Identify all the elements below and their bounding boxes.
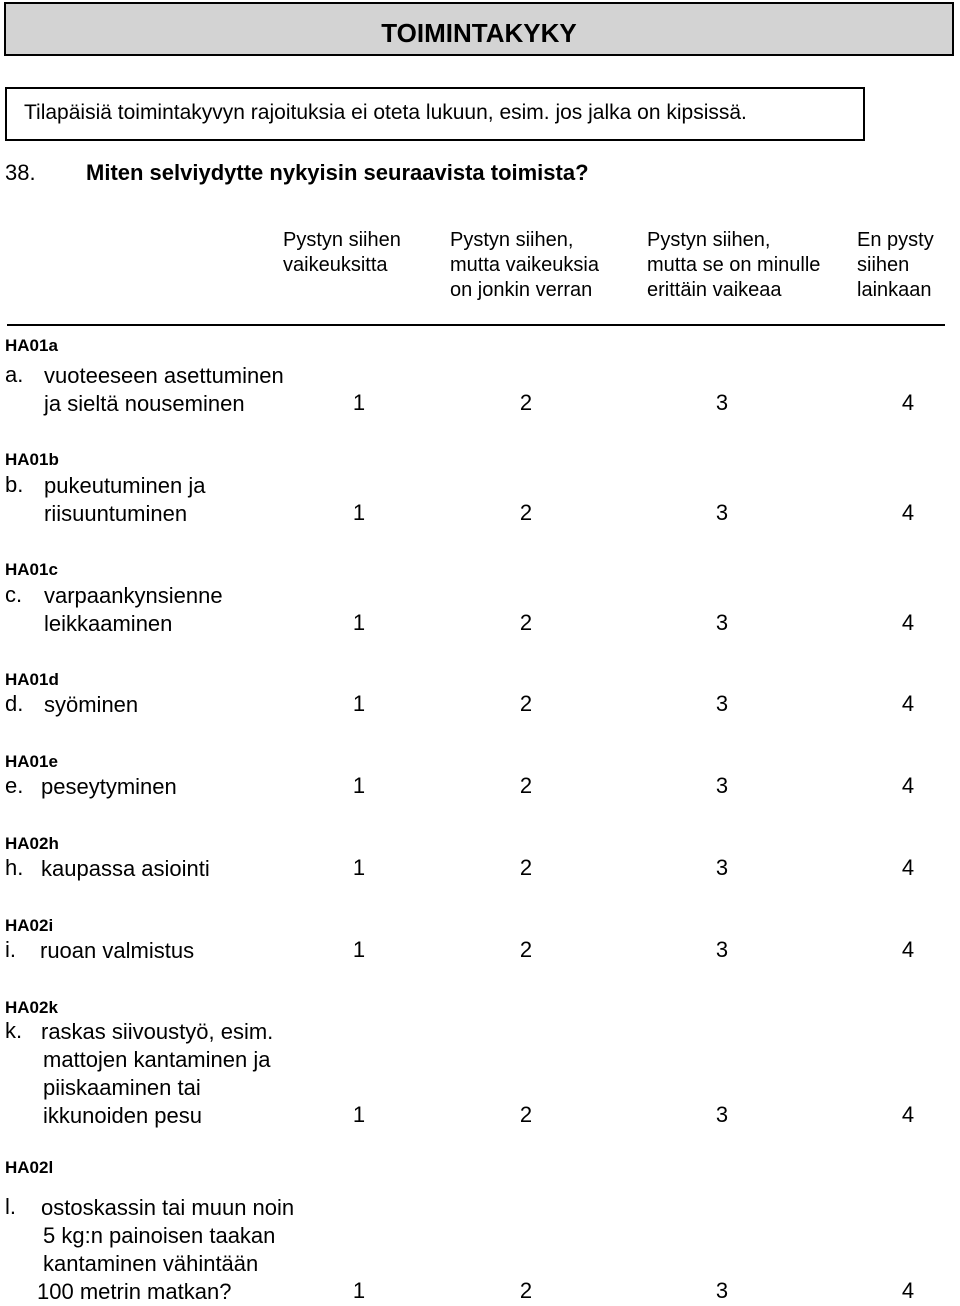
option-2[interactable]: 2 [519, 773, 533, 798]
option-1[interactable]: 1 [352, 500, 366, 525]
option-2[interactable]: 2 [519, 1278, 533, 1303]
option-3[interactable]: 3 [715, 610, 729, 635]
option-3[interactable]: 3 [715, 1102, 729, 1127]
item-code: HA01c [5, 560, 58, 579]
item-label: pukeutuminen ja riisuuntuminen [44, 473, 206, 526]
option-3[interactable]: 3 [715, 937, 729, 962]
item-code: HA01b [5, 450, 59, 469]
instruction-text: Tilapäisiä toimintakyvyn rajoituksia ei oteta lukuun, esim. jos jalka on kipsissä. [24, 101, 747, 124]
item-letter: b. [5, 472, 24, 497]
item-letter: l. [5, 1194, 16, 1219]
option-2[interactable]: 2 [519, 610, 533, 635]
item-code: HA01a [5, 336, 58, 355]
option-2[interactable]: 2 [519, 855, 533, 880]
option-3[interactable]: 3 [715, 390, 729, 415]
option-2[interactable]: 2 [519, 937, 533, 962]
option-1[interactable]: 1 [352, 773, 366, 798]
header-divider [7, 324, 945, 326]
item-letter: i. [5, 937, 16, 962]
option-4[interactable]: 4 [901, 1278, 915, 1303]
question-number: 38. [5, 160, 36, 185]
item-code: HA02k [5, 998, 58, 1017]
option-3[interactable]: 3 [715, 500, 729, 525]
item-letter: e. [5, 773, 24, 798]
option-4[interactable]: 4 [901, 610, 915, 635]
option-4[interactable]: 4 [901, 691, 915, 716]
item-label: peseytyminen [41, 774, 177, 799]
option-3[interactable]: 3 [715, 1278, 729, 1303]
column-header-3: Pystyn siihen, mutta se on minulle erittäin vaikeaa [647, 229, 821, 301]
option-1[interactable]: 1 [352, 390, 366, 415]
item-label: kaupassa asiointi [41, 856, 210, 881]
page-title: TOIMINTAKYKY [381, 18, 577, 48]
option-4[interactable]: 4 [901, 855, 915, 880]
option-2[interactable]: 2 [519, 390, 533, 415]
item-label: raskas siivoustyö, esim. mattojen kantaminen ja piiskaaminen tai ikkunoiden pesu [41, 1019, 274, 1128]
item-letter: h. [5, 855, 24, 880]
option-1[interactable]: 1 [352, 855, 366, 880]
option-1[interactable]: 1 [352, 610, 366, 635]
option-4[interactable]: 4 [901, 500, 915, 525]
item-label: ruoan valmistus [40, 938, 195, 963]
option-3[interactable]: 3 [715, 691, 729, 716]
option-2[interactable]: 2 [519, 1102, 533, 1127]
option-4[interactable]: 4 [901, 390, 915, 415]
item-label: ostoskassin tai muun noin 5 kg:n painoisen taakan kantaminen vähintään 100 metrin matkan? [37, 1195, 295, 1304]
column-header-2: Pystyn siihen, mutta vaikeuksia on jonkin verran [450, 229, 599, 301]
item-code: HA02l [5, 1158, 54, 1177]
option-2[interactable]: 2 [519, 500, 533, 525]
item-code: HA01d [5, 670, 59, 689]
item-code: HA01e [5, 752, 58, 771]
item-letter: k. [5, 1018, 23, 1043]
question-text: Miten selviydytte nykyisin seuraavista toimista? [86, 160, 589, 185]
option-1[interactable]: 1 [352, 691, 366, 716]
column-header-1: Pystyn siihen vaikeuksitta [283, 229, 401, 276]
option-3[interactable]: 3 [715, 855, 729, 880]
item-label: syöminen [44, 692, 139, 717]
item-letter: c. [5, 582, 23, 607]
item-label: varpaankynsienne leikkaaminen [44, 583, 223, 636]
option-4[interactable]: 4 [901, 937, 915, 962]
option-2[interactable]: 2 [519, 691, 533, 716]
option-1[interactable]: 1 [352, 1278, 366, 1303]
item-code: HA02i [5, 916, 54, 935]
option-3[interactable]: 3 [715, 773, 729, 798]
item-label: vuoteeseen asettuminen ja sieltä nouseminen [44, 363, 284, 416]
title-box [4, 2, 954, 56]
option-1[interactable]: 1 [352, 937, 366, 962]
instruction-box [5, 87, 865, 141]
column-header-4: En pysty siihen lainkaan [857, 229, 934, 301]
option-1[interactable]: 1 [352, 1102, 366, 1127]
item-letter: d. [5, 691, 24, 716]
option-4[interactable]: 4 [901, 773, 915, 798]
item-letter: a. [5, 362, 24, 387]
option-4[interactable]: 4 [901, 1102, 915, 1127]
item-code: HA02h [5, 834, 59, 853]
